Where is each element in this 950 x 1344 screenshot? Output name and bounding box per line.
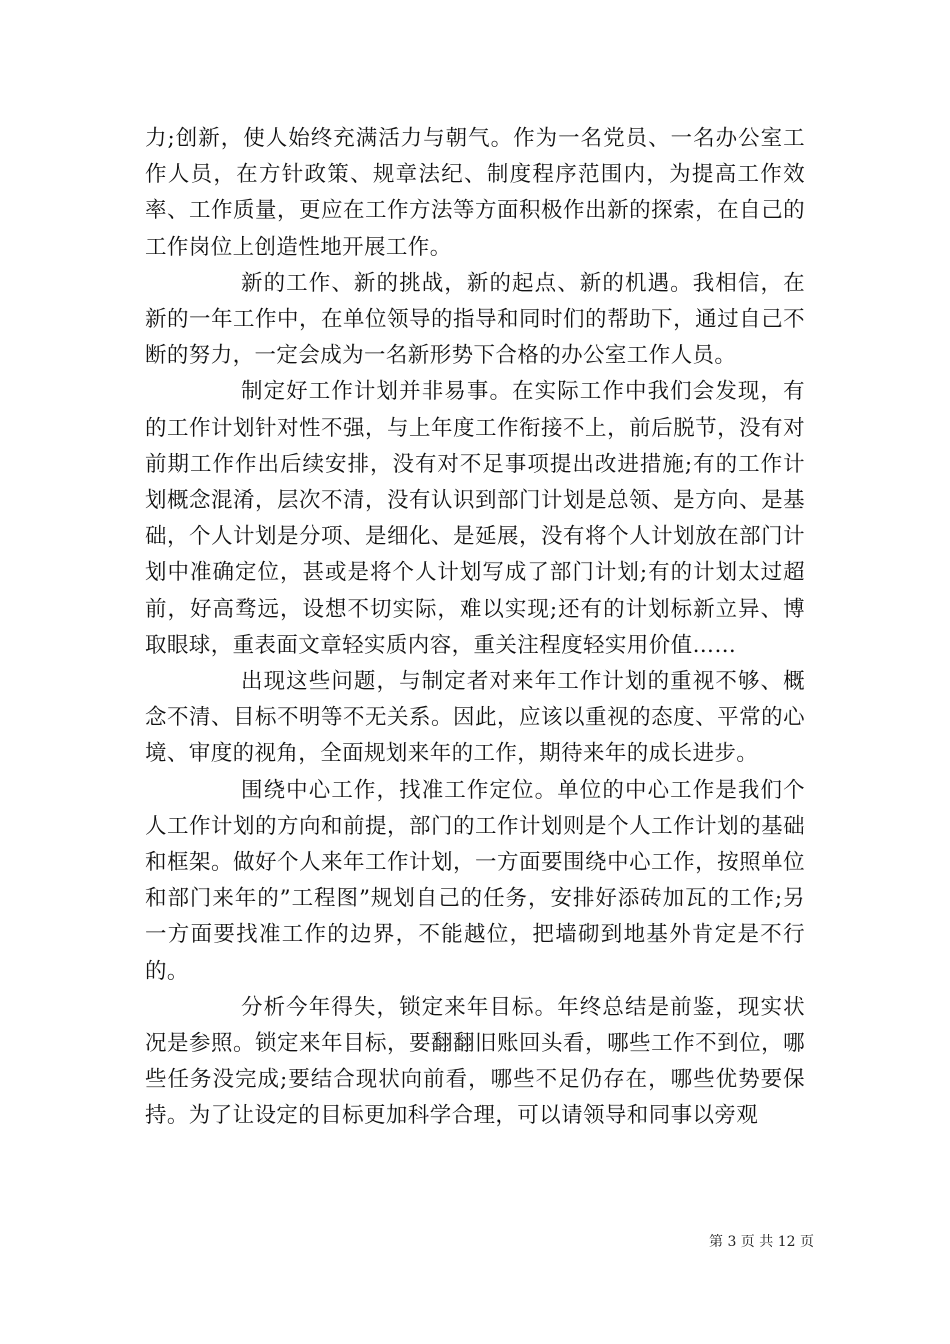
page-number-footer: 第 3 页 共 12 页: [709, 1234, 814, 1250]
paragraph-6: 分析今年得失，锁定来年目标。年终总结是前鉴，现实状况是参照。锁定来年目标，要翻翻旧账回头看，哪些工作不到位，哪些任务没完成;要结合现状向前看，哪些不足仍存在，哪些优势要保持。为了让设定的目标更加科学合理，可以请领导和同事以旁观: [145, 994, 805, 1129]
paragraph-4: 出现这些问题，与制定者对来年工作计划的重视不够、概念不清、目标不明等不无关系。因此，应该以重视的态度、平常的心境、审度的视角，全面规划来年的工作，期待来年的成长进步。: [145, 669, 805, 767]
paragraph-2: 新的工作、新的挑战，新的起点、新的机遇。我相信，在新的一年工作中，在单位领导的指导和同时们的帮助下，通过自己不断的努力，一定会成为一名新形势下合格的办公室工作人员。: [145, 270, 805, 369]
document-body: [145, 121, 805, 1135]
paragraph-3: 制定好工作计划并非易事。在实际工作中我们会发现，有的工作计划针对性不强，与上年度工作衔接不上，前后脱节，没有对前期工作作出后续安排，没有对不足事项提出改进措施;有的工作计划概念混淆，层次不清，没有认识到部门计划是总领、是方向、是基础，个人计划是分项、是细化、是延展，没有将个人计划放在部门计划中准确定位，甚或是将个人计划写成了部门计划;有的计划太过超前，好高骛远，设想不切实际，难以实现;还有的计划标新立异、博取眼球，重表面文章轻实质内容，重关注程度轻实用价值……: [145, 379, 805, 658]
paragraph-5: 围绕中心工作，找准工作定位。单位的中心工作是我们个人工作计划的方向和前提，部门的工作计划则是个人工作计划的基础和框架。做好个人来年工作计划，一方面要围绕中心工作，按照单位和部门来年的”工程图”规划自己的任务，安排好添砖加瓦的工作;另一方面要找准工作的边界，不能越位，把墙砌到地基外肯定是不行的。: [145, 777, 805, 984]
paragraph-1: 力;创新，使人始终充满活力与朝气。作为一名党员、一名办公室工作人员，在方针政策、规章法纪、制度程序范围内，为提高工作效率、工作质量，更应在工作方法等方面积极作出新的探索，在自己的工作岗位上创造性地开展工作。: [145, 126, 805, 260]
